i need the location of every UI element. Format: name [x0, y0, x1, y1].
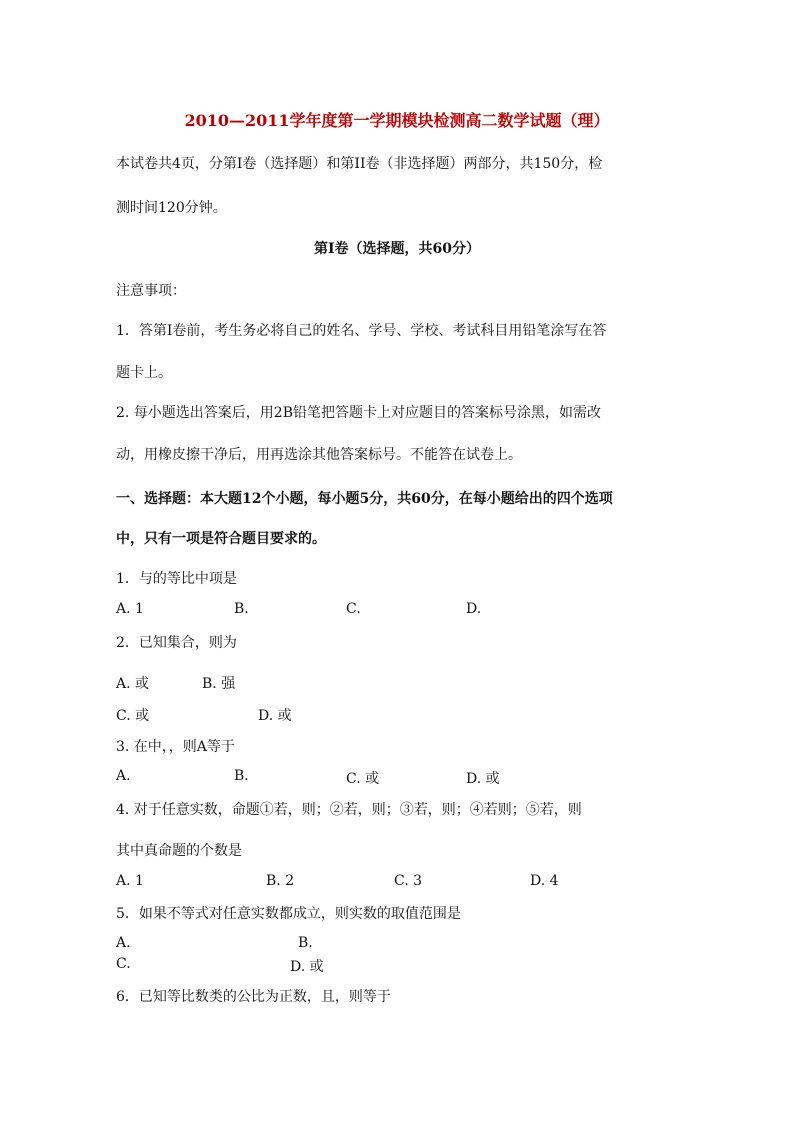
q2-stem: 2．已知集合，则为	[116, 635, 237, 651]
q1-option-a: A. 1	[116, 601, 144, 617]
q1-option-b: B.	[234, 601, 249, 617]
q3-option-a: A.	[116, 768, 131, 784]
part1-title: 第I卷（选择题，共60分）	[313, 241, 481, 257]
q4-stem-line1: 4. 对于任意实数，命题①若，则；②若，则；③若，则；④若则；⑤若，则	[116, 802, 582, 818]
q3-stem: 3. 在中，，则A等于	[116, 739, 235, 755]
q4-option-a: A. 1	[116, 873, 144, 889]
exam-title: 2010—2011学年度第一学期模块检测高二数学试题（理）	[184, 111, 610, 130]
q3-option-b: B.	[234, 768, 249, 784]
notice-item1-line2: 题卡上。	[116, 365, 172, 381]
section1-line2: 中，只有一项是符合题目要求的。	[116, 531, 326, 547]
q1-stem: 1．与的等比中项是	[116, 571, 237, 587]
q4-option-c: C. 3	[394, 873, 423, 889]
q5-option-d: D. 或	[290, 959, 324, 975]
q4-option-d: D. 4	[530, 873, 559, 889]
q2-option-b: B. 强	[202, 676, 236, 692]
q6-stem: 6．已知等比数类的公比为正数，且，则等于	[116, 989, 391, 1005]
q5-option-b: B.	[298, 935, 313, 951]
notice-item1-line1: 1．答第I卷前，考生务必将自己的姓名、学号、学校、考试科目用铅笔涂写在答	[116, 323, 607, 339]
intro-line-2: 测时间120分钟。	[116, 200, 227, 216]
q3-option-d: D. 或	[466, 771, 500, 787]
notice-heading: 注意事项：	[116, 283, 186, 299]
q2-option-a: A. 或	[116, 676, 150, 692]
section1-line1: 一、选择题：本大题12个小题，每小题5分，共60分，在每小题给出的四个选项	[116, 491, 613, 507]
q1-option-d: D.	[466, 601, 482, 617]
notice-item2-line2: 动，用橡皮擦干净后，用再选涂其他答案标号。不能答在试卷上。	[116, 447, 522, 463]
q2-option-c: C. 或	[116, 708, 150, 724]
q1-option-c: C.	[346, 601, 361, 617]
q5-stem: 5．如果不等式对任意实数都成立，则实数的取值范围是	[116, 906, 461, 922]
q2-option-d: D. 或	[258, 708, 292, 724]
intro-line-1: 本试卷共4页，分第I卷（选择题）和第II卷（非选择题）两部分，共150分，检	[116, 156, 603, 172]
q5-option-a: A.	[116, 935, 131, 951]
q4-option-b: B. 2	[266, 873, 295, 889]
q3-option-c: C. 或	[346, 771, 380, 787]
notice-item2-line1: 2. 每小题选出答案后，用2B铅笔把答题卡上对应题目的答案标号涂黑，如需改	[116, 405, 602, 421]
q4-stem-line2: 其中真命题的个数是	[116, 843, 242, 859]
q5-option-c: C.	[116, 956, 131, 972]
